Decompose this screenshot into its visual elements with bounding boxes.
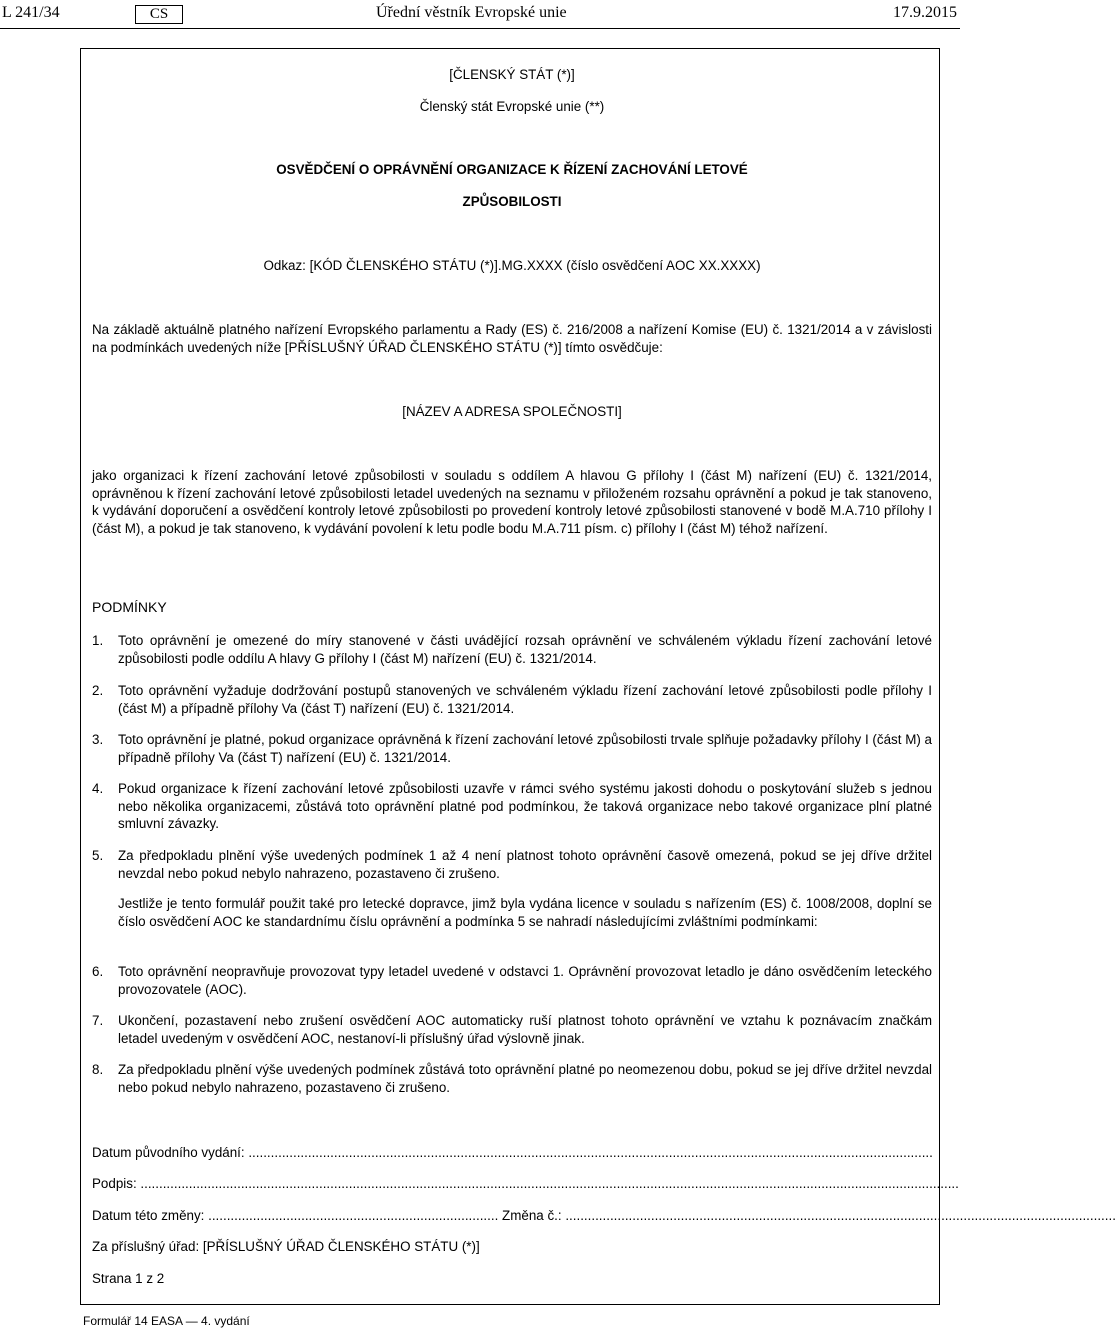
page-header bbox=[0, 4, 960, 26]
language-badge: CS bbox=[135, 5, 183, 24]
certificate-title-line1: OSVĚDČENÍ O OPRÁVNĚNÍ ORGANIZACE K ŘÍZENÍ ZACHOVÁNÍ LETOVÉ bbox=[276, 162, 748, 177]
issue-date-label: Datum původního vydání: bbox=[92, 1145, 245, 1160]
condition-text: Toto oprávnění vyžaduje dodržování postupů stanovených ve schváleném výkladu řízení zachování letové způsobilosti podle přílohy I (část M) a případně přílohy Va (část T) nařízení (EU) č. 1321/2014. bbox=[118, 683, 932, 716]
issue-date-field bbox=[92, 1144, 933, 1162]
condition-number: 7. bbox=[92, 1013, 104, 1028]
change-number-blank[interactable]: .................................................................................................................................................... bbox=[561, 1208, 1116, 1223]
condition-text: Toto oprávnění neopravňuje provozovat typy letadel uvedené v odstavci 1. Oprávnění provozovat letadlo je dáno osvědčením leteckého provozovatele (AOC). bbox=[118, 964, 932, 997]
authority-line: Za příslušný úřad: [PŘÍSLUŠNÝ ÚŘAD ČLENSKÉHO STÁTU (*)] bbox=[92, 1239, 480, 1254]
condition-number: 5. bbox=[92, 848, 104, 863]
condition-text: Toto oprávnění je platné, pokud organizace oprávněná k řízení zachování letové způsobilosti trvale splňuje požadavky přílohy I (část M) a případně přílohy Va (část T) nařízení (EU) č. 1321/2014. bbox=[118, 732, 932, 765]
change-date-label: Datum této změny: bbox=[92, 1208, 205, 1223]
change-date-field bbox=[92, 1207, 1116, 1225]
journal-title: Úřední věstník Evropské unie bbox=[376, 4, 567, 21]
intro-paragraph: Na základě aktuálně platného nařízení Evropského parlamentu a Rady (ES) č. 216/2008 a nařízení Komise (EU) č. 1321/2014 a v závislosti na podmínkách uvedených níže [PŘÍSLUŠNÝ ÚŘAD ČLENSKÉHO STÁTU (*)] tímto osvědčuje: bbox=[92, 322, 932, 355]
publication-date: 17.9.2015 bbox=[893, 4, 957, 21]
change-number-label: Změna č.: bbox=[502, 1208, 562, 1223]
condition-text: Ukončení, pozastavení nebo zrušení osvědčení AOC automaticky ruší platnost tohoto oprávnění ve vztahu k poznávacím značkám letadel uvedeným v osvědčení AOC, nestanoví-li příslušný úřad výslovně jinak. bbox=[118, 1013, 932, 1046]
condition-number: 8. bbox=[92, 1062, 104, 1077]
condition-number: 1. bbox=[92, 633, 104, 648]
condition-text: Pokud organizace k řízení zachování letové způsobilosti uzavře v rámci svého systému jakosti dohodu o poskytování služeb s jednou nebo několika organizacemi, zůstává toto oprávnění platné pod podmínkou, že taková organizace nebo takové organizace plní platné smluvní závazky. bbox=[118, 781, 932, 831]
page-count: Strana 1 z 2 bbox=[92, 1271, 165, 1286]
signature-label: Podpis: bbox=[92, 1176, 137, 1191]
condition-text: Za předpokladu plnění výše uvedených podmínek 1 až 4 není platnost tohoto oprávnění časově omezená, pokud se jej dříve držitel nevzdal nebo pokud nebylo nahrazeno, pozastaveno či zrušeno. bbox=[118, 848, 932, 881]
form-identifier: Formulář 14 EASA — 4. vydání bbox=[83, 1314, 250, 1328]
certificate-title-line2: ZPŮSOBILOSTI bbox=[462, 194, 562, 209]
change-date-blank[interactable]: .............................................................................. bbox=[204, 1208, 499, 1223]
approval-paragraph: jako organizaci k řízení zachování letové způsobilosti v souladu s oddílem A hlavou G přílohy I (část M) nařízení (EU) č. 1321/2014, oprávněnou k řízení zachování letové způsobilosti letadel uvedených na seznamu v přiloženém rozsahu oprávnění a pokud je tak stanoveno, k vydávání doporučení a osvědčení kontroly letové způsobilosti po provedení kontroly letové způsobilosti stanovené v bodě M.A.710 přílohy I (část M), a pokud je tak stanoveno, k vydávání povolení k letu podle bodu M.A.711 písm. c) přílohy I (část M) téhož nařízení. bbox=[92, 468, 932, 536]
member-state-line: [ČLENSKÝ STÁT (*)] bbox=[449, 67, 575, 82]
page-reference: L 241/34 bbox=[2, 4, 60, 21]
signature-blank[interactable]: ............................................................................................................................................................................................................................ bbox=[136, 1176, 959, 1191]
certificate-form-frame bbox=[80, 48, 1116, 1305]
eu-member-state-line: Členský stát Evropské unie (**) bbox=[419, 99, 605, 114]
signature-field bbox=[92, 1175, 959, 1193]
issue-date-blank[interactable]: ........................................................................................................................................................................................ bbox=[244, 1145, 933, 1160]
condition-number: 6. bbox=[92, 964, 104, 979]
condition-number: 4. bbox=[92, 781, 104, 796]
condition-text: Za předpokladu plnění výše uvedených podmínek zůstává toto oprávnění platné po neomezenou dobu, pokud se jej dříve držitel nevzdal nebo pokud nebylo nahrazeno, pozastaveno či zrušeno. bbox=[118, 1062, 932, 1095]
condition-number: 3. bbox=[92, 732, 104, 747]
condition-number: 2. bbox=[92, 683, 104, 698]
condition-text: Toto oprávnění je omezené do míry stanovené v části uvádějící rozsah oprávnění ve schváleném výkladu řízení zachování letové způsobilosti podle oddílu A hlavy G přílohy I (část M) nařízení (EU) č. 1321/2014. bbox=[118, 633, 932, 666]
company-name-address: [NÁZEV A ADRESA SPOLEČNOSTI] bbox=[402, 404, 622, 419]
conditions-heading: PODMÍNKY bbox=[92, 599, 167, 615]
condition-extra-text: Jestliže je tento formulář použit také pro letecké dopravce, jimž byla vydána licence v souladu s nařízením (ES) č. 1008/2008, doplní se číslo osvědčení AOC ke standardnímu číslu oprávnění a podmínka 5 se nahradí následujícími zvláštními podmínkami: bbox=[118, 896, 932, 929]
header-divider bbox=[0, 28, 960, 29]
certificate-reference: Odkaz: [KÓD ČLENSKÉHO STÁTU (*)].MG.XXXX (číslo osvědčení AOC XX.XXXX) bbox=[263, 258, 761, 273]
